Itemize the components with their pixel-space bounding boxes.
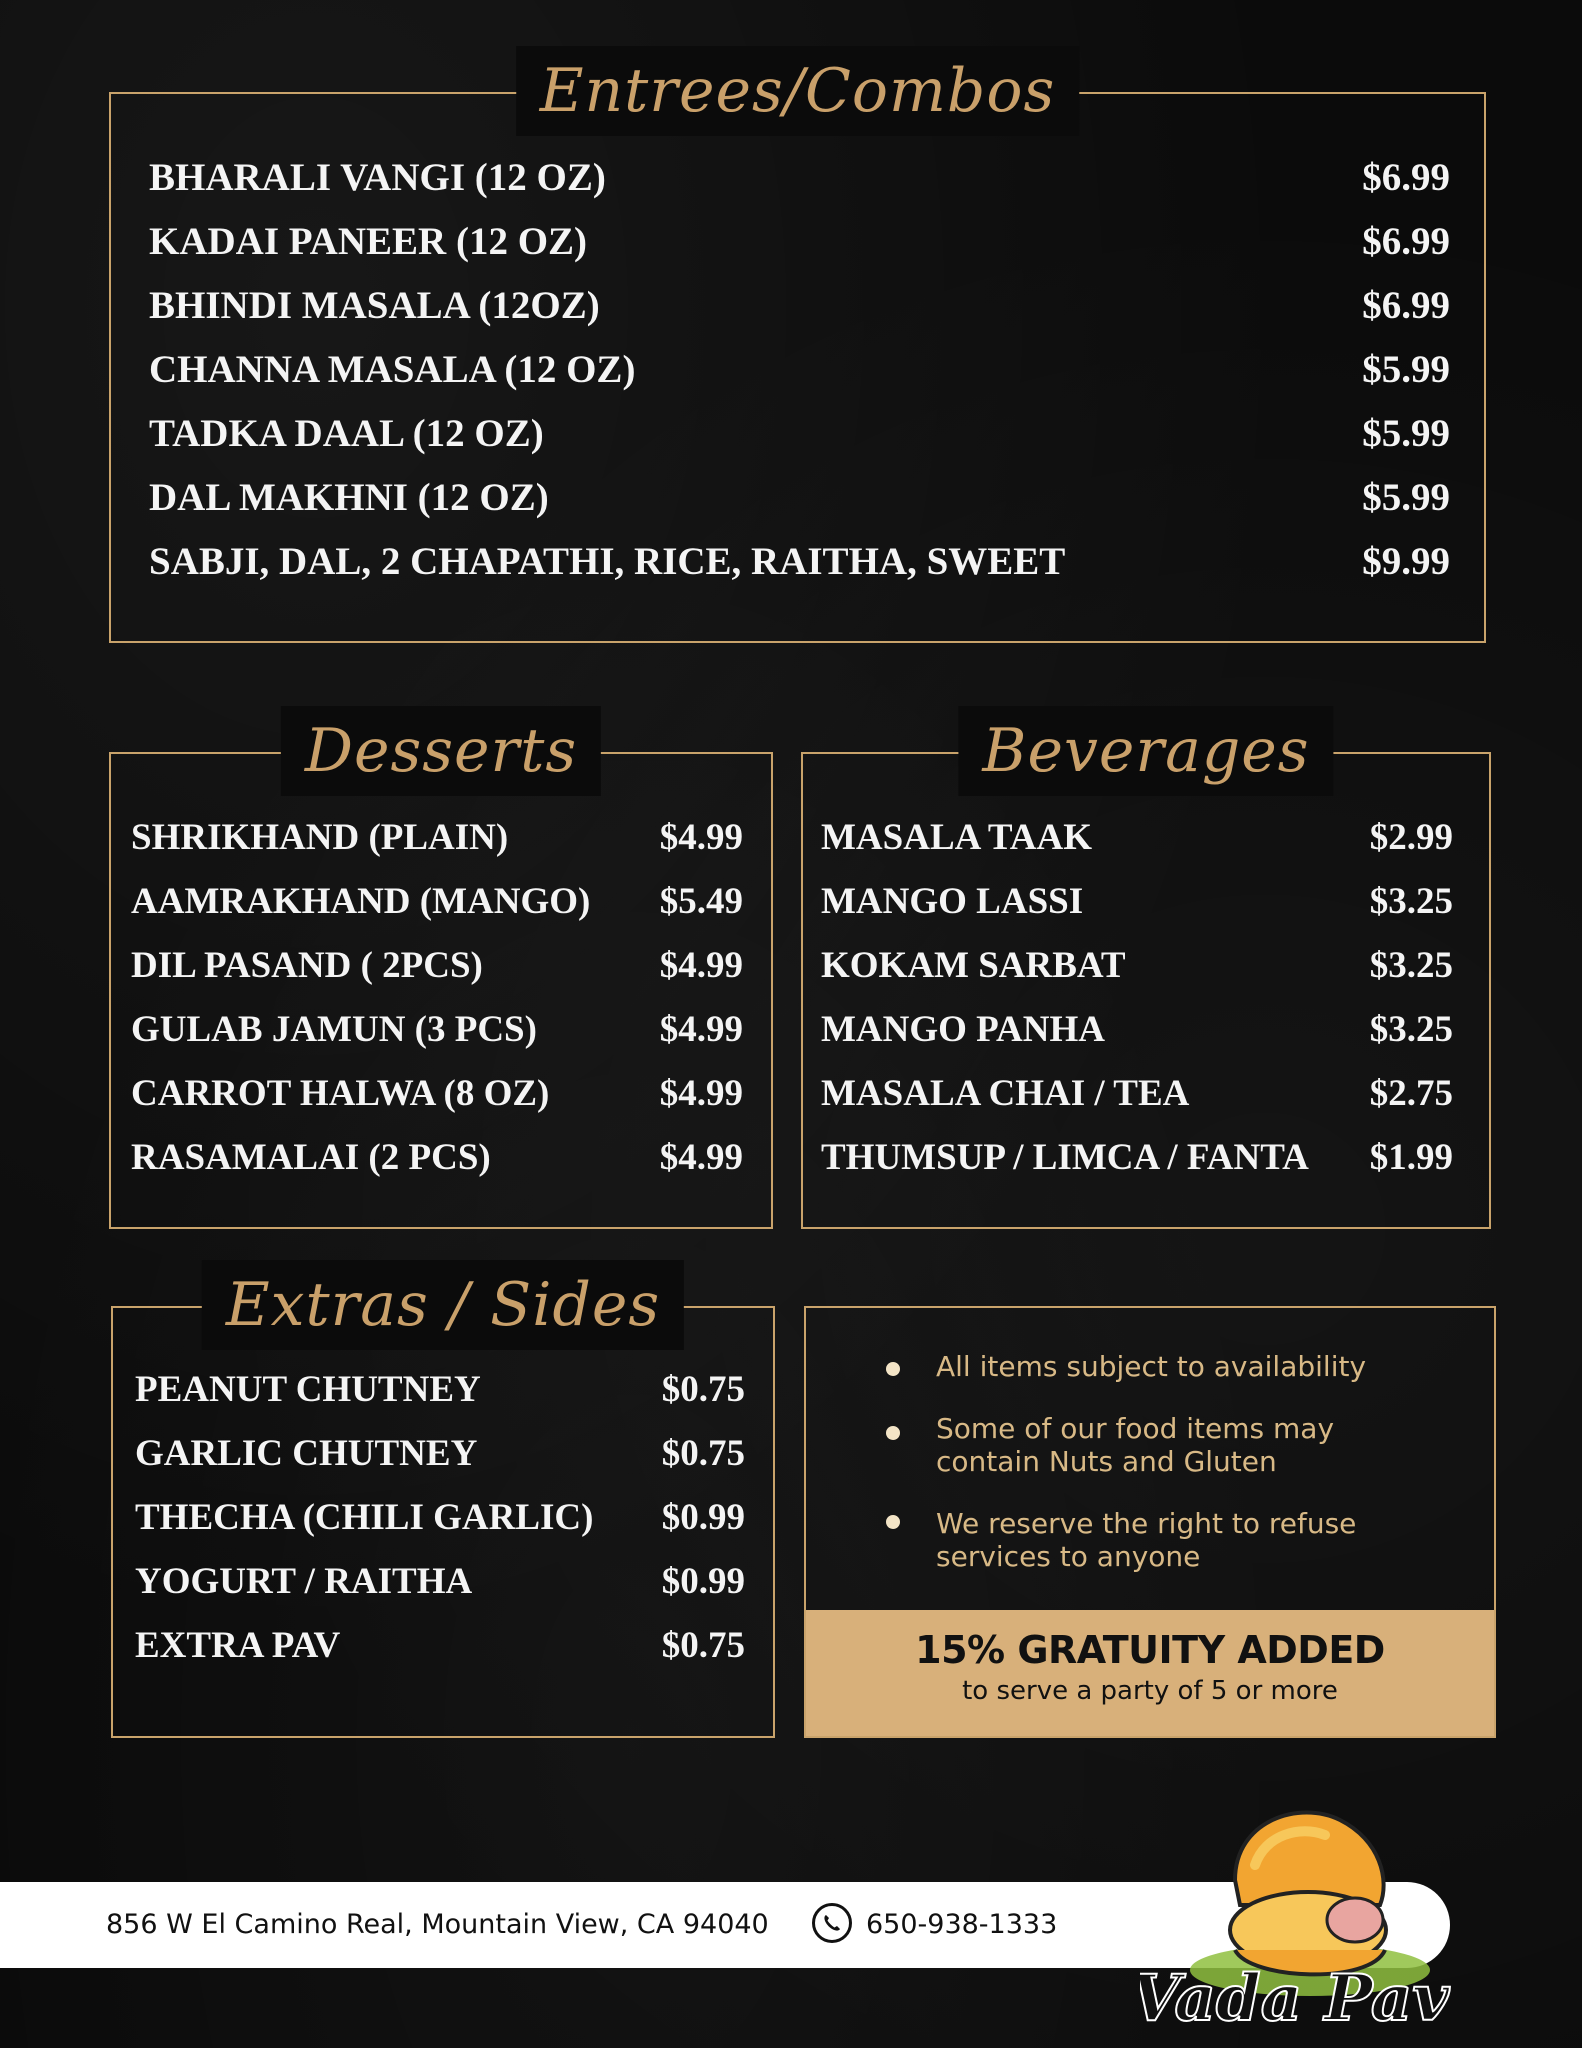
item-price: $5.99	[1362, 412, 1450, 455]
item-price: $2.75	[1369, 1073, 1453, 1114]
note-text: Some of our food items may contain Nuts and Gluten	[936, 1412, 1335, 1478]
beverages-title: Beverages	[958, 706, 1333, 796]
gratuity-subtitle: to serve a party of 5 or more	[962, 1676, 1338, 1706]
phone-number: 650-938-1333	[866, 1909, 1058, 1940]
vada-pav-logo	[1140, 1780, 1460, 2040]
desserts-section	[109, 716, 773, 1229]
item-name: GARLIC CHUTNEY	[135, 1433, 478, 1474]
item-price: $2.99	[1369, 817, 1453, 858]
entrees-title: Entrees/Combos	[516, 46, 1080, 136]
menu-item	[111, 998, 771, 1062]
note-text: We reserve the right to refuse services to anyone	[936, 1507, 1357, 1573]
item-price: $0.75	[661, 1625, 745, 1666]
item-name: RASAMALAI (2 PCS)	[131, 1137, 491, 1178]
item-price: $6.99	[1362, 220, 1450, 263]
address: 856 W El Camino Real, Mountain View, CA 94040	[106, 1909, 769, 1940]
menu-item	[111, 806, 771, 870]
item-price: $0.99	[661, 1497, 745, 1538]
item-name: KOKAM SARBAT	[821, 945, 1126, 986]
extras-list	[113, 1358, 773, 1678]
bullet-icon	[886, 1426, 900, 1440]
menu-item	[111, 338, 1484, 402]
item-name: MANGO PANHA	[821, 1009, 1105, 1050]
extras-title: Extras / Sides	[202, 1260, 684, 1350]
menu-item	[113, 1614, 773, 1678]
menu-item	[803, 998, 1489, 1062]
item-price: $4.99	[659, 945, 743, 986]
desserts-title: Desserts	[281, 706, 601, 796]
bullet-icon	[886, 1362, 900, 1376]
item-name: THECHA (CHILI GARLIC)	[135, 1497, 594, 1538]
desserts-list	[111, 806, 771, 1190]
item-price: $3.25	[1369, 945, 1453, 986]
item-name: CARROT HALWA (8 OZ)	[131, 1073, 550, 1114]
item-name: CHANNA MASALA (12 OZ)	[149, 348, 636, 391]
item-price: $0.75	[661, 1433, 745, 1474]
beverages-list	[803, 806, 1489, 1190]
extras-section	[111, 1270, 775, 1738]
item-name: PEANUT CHUTNEY	[135, 1369, 481, 1410]
item-price: $5.99	[1362, 348, 1450, 391]
item-price: $6.99	[1362, 156, 1450, 199]
menu-item	[111, 530, 1484, 594]
menu-item	[803, 934, 1489, 998]
menu-item	[113, 1550, 773, 1614]
menu-item	[113, 1422, 773, 1486]
entrees-section	[109, 56, 1486, 643]
notes-section	[804, 1306, 1496, 1738]
menu-item	[803, 1062, 1489, 1126]
item-name: DIL PASAND ( 2PCS)	[131, 945, 483, 986]
item-name: MANGO LASSI	[821, 881, 1084, 922]
gratuity-banner	[806, 1610, 1494, 1736]
item-name: EXTRA PAV	[135, 1625, 341, 1666]
item-price: $5.49	[659, 881, 743, 922]
menu-item	[111, 1126, 771, 1190]
item-name: SABJI, DAL, 2 CHAPATHI, RICE, RAITHA, SWEET	[149, 540, 1066, 583]
note-text: All items subject to availability	[936, 1350, 1367, 1383]
menu-item	[111, 466, 1484, 530]
menu-item	[111, 1062, 771, 1126]
item-name: BHINDI MASALA (12OZ)	[149, 284, 600, 327]
item-name: KADAI PANEER (12 OZ)	[149, 220, 588, 263]
menu-item	[111, 870, 771, 934]
item-name: AAMRAKHAND (MANGO)	[131, 881, 591, 922]
item-price: $4.99	[659, 1137, 743, 1178]
item-name: MASALA TAAK	[821, 817, 1093, 858]
item-name: MASALA CHAI / TEA	[821, 1073, 1190, 1114]
menu-item	[111, 402, 1484, 466]
item-name: SHRIKHAND (PLAIN)	[131, 817, 509, 858]
item-price: $3.25	[1369, 1009, 1453, 1050]
menu-item	[111, 934, 771, 998]
menu-item	[111, 146, 1484, 210]
menu-item	[803, 870, 1489, 934]
item-price: $4.99	[659, 1073, 743, 1114]
gratuity-title: 15% GRATUITY ADDED	[915, 1628, 1385, 1672]
menu-item	[113, 1486, 773, 1550]
item-price: $1.99	[1369, 1137, 1453, 1178]
item-price: $4.99	[659, 817, 743, 858]
beverages-section	[801, 716, 1491, 1229]
item-price: $0.75	[661, 1369, 745, 1410]
item-price: $5.99	[1362, 476, 1450, 519]
menu-item	[111, 274, 1484, 338]
entrees-list	[111, 146, 1484, 594]
item-price: $6.99	[1362, 284, 1450, 327]
menu-item	[803, 1126, 1489, 1190]
item-name: DAL MAKHNI (12 OZ)	[149, 476, 549, 519]
menu-item	[111, 210, 1484, 274]
item-name: TADKA DAAL (12 OZ)	[149, 412, 544, 455]
item-price: $4.99	[659, 1009, 743, 1050]
item-name: THUMSUP / LIMCA / FANTA	[821, 1137, 1309, 1178]
logo-text: Vada Pav	[1140, 1961, 1450, 2036]
item-name: BHARALI VANGI (12 OZ)	[149, 156, 606, 199]
item-name: GULAB JAMUN (3 PCS)	[131, 1009, 537, 1050]
item-price: $0.99	[661, 1561, 745, 1602]
item-price: $9.99	[1362, 540, 1450, 583]
bullet-icon	[886, 1515, 900, 1529]
menu-item	[113, 1358, 773, 1422]
item-name: YOGURT / RAITHA	[135, 1561, 473, 1602]
phone-icon	[812, 1903, 852, 1943]
menu-item	[803, 806, 1489, 870]
item-price: $3.25	[1369, 881, 1453, 922]
